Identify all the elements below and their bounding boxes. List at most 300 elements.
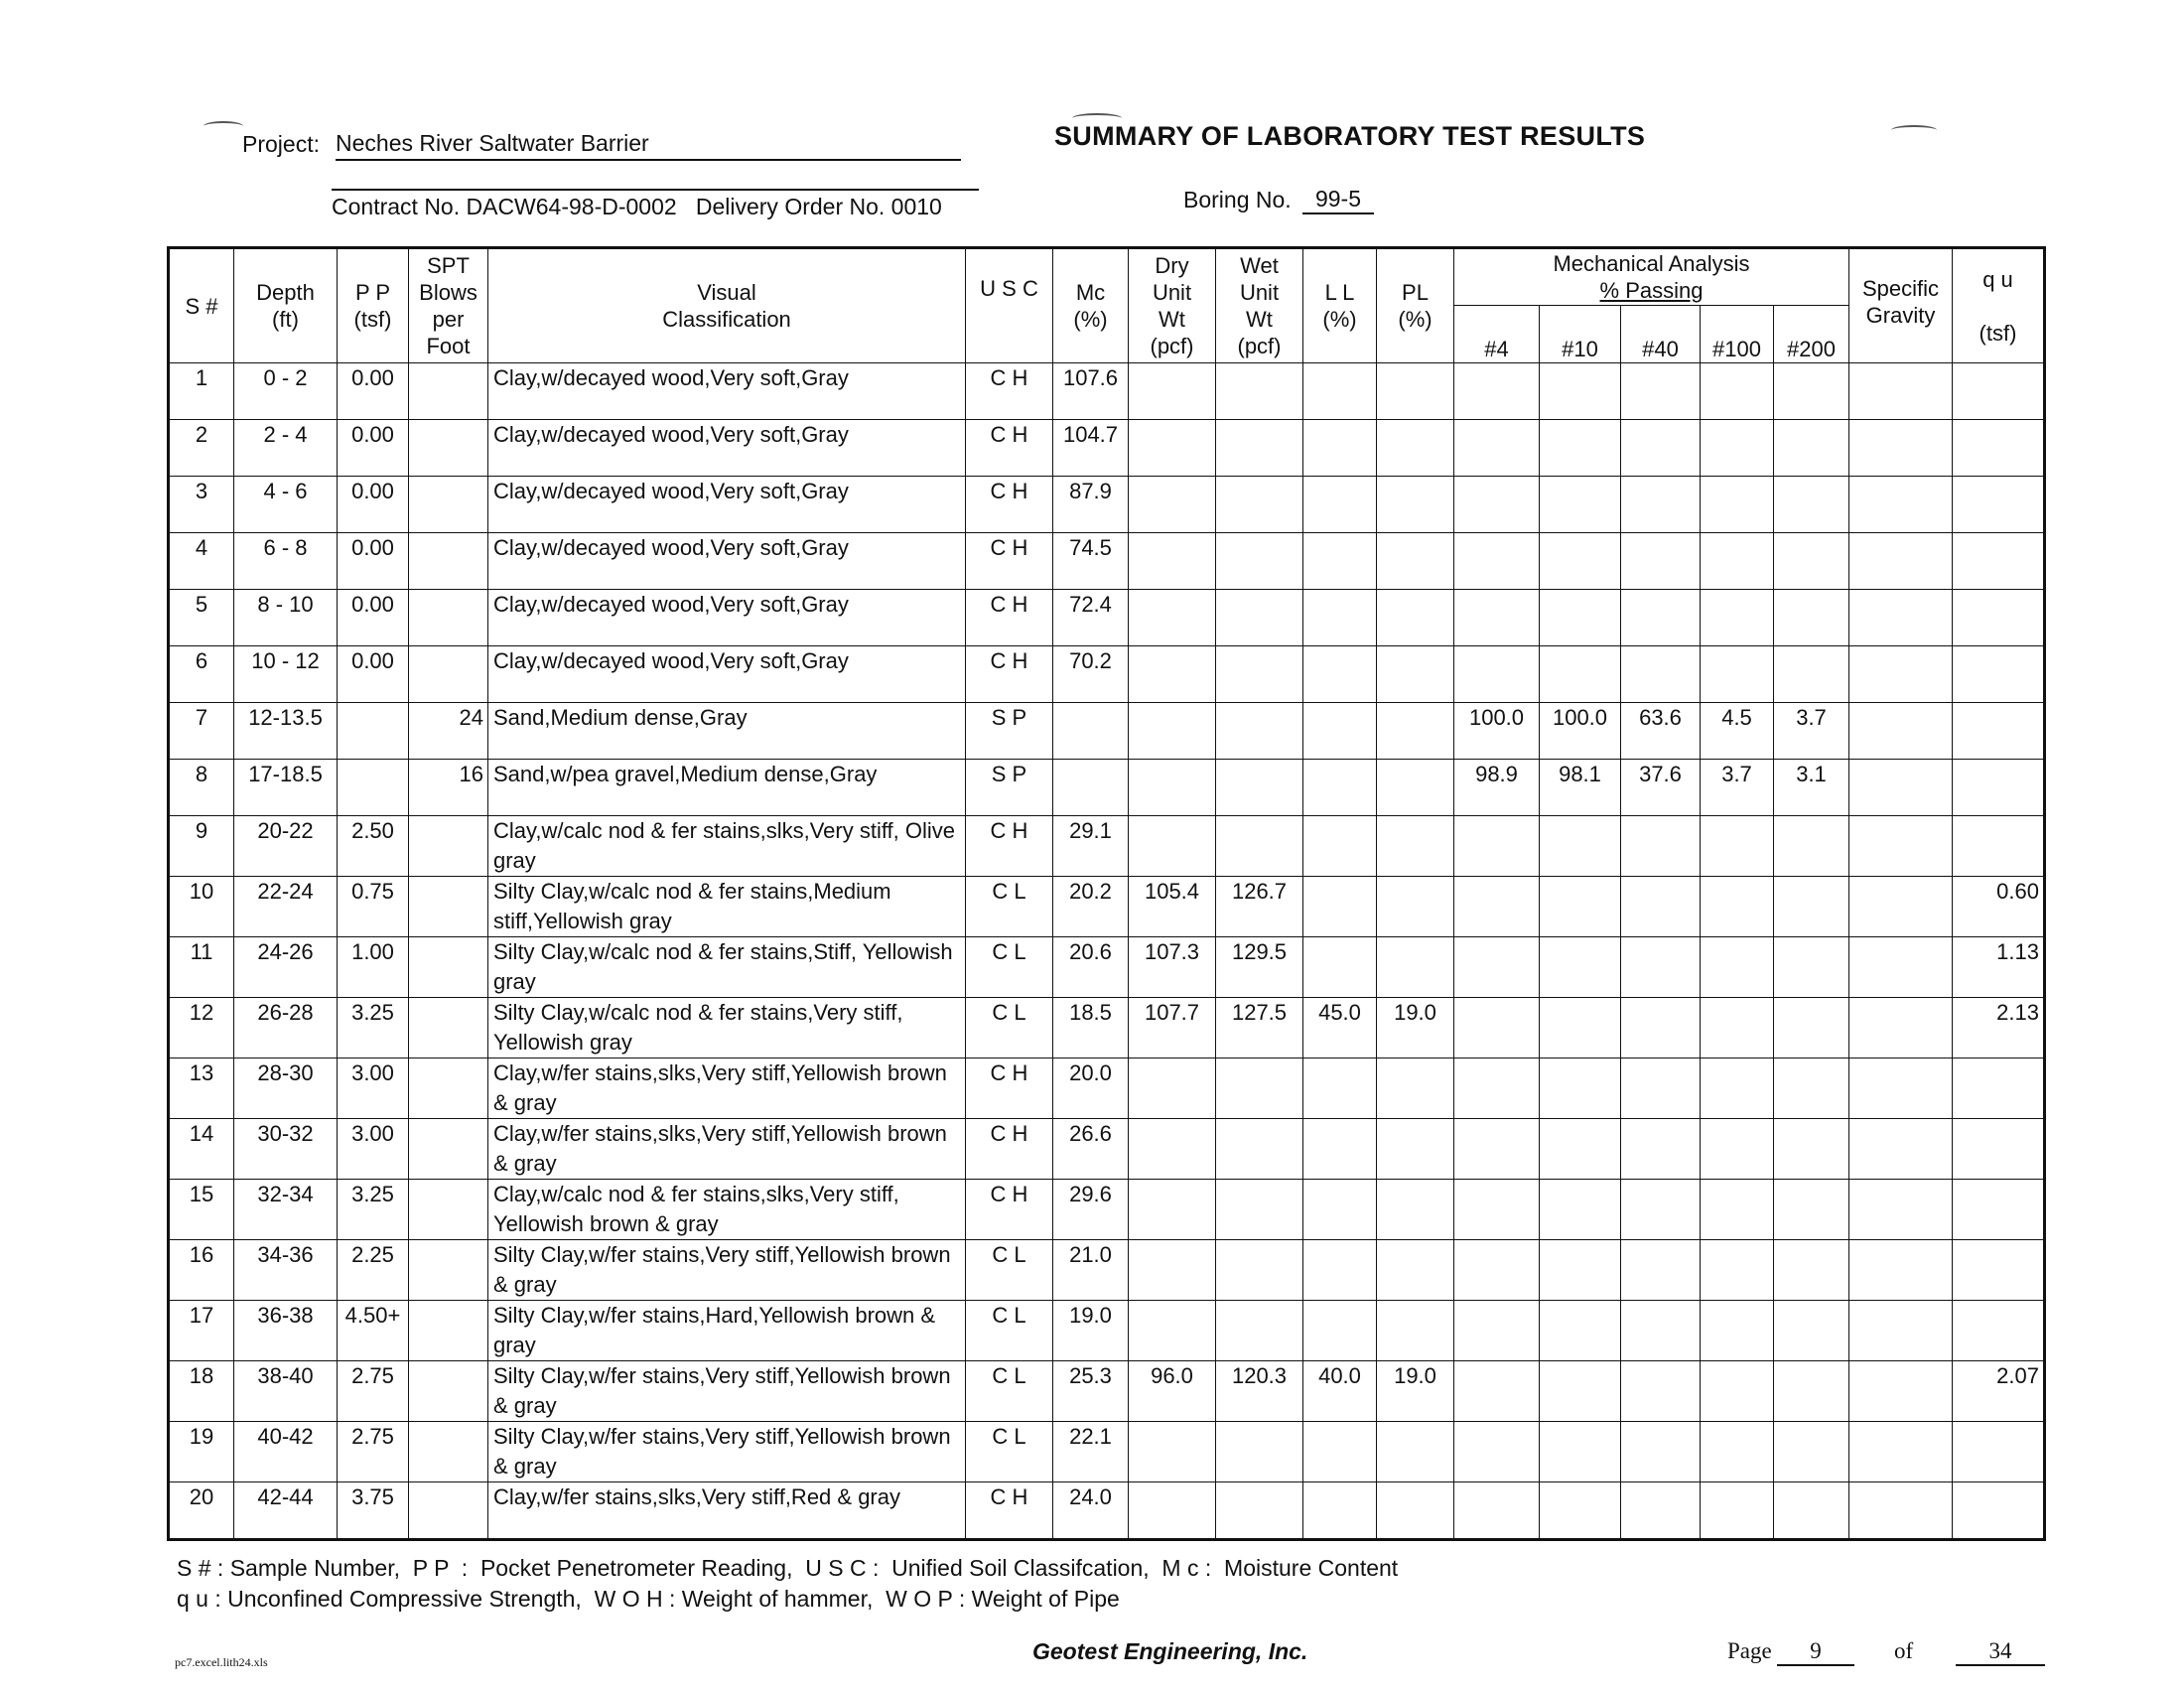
col-sieve-40: #40: [1621, 306, 1701, 363]
cell-sieve-40: [1621, 420, 1701, 477]
cell-qu: [1953, 1301, 2045, 1361]
cell-sieve-40: 37.6: [1621, 760, 1701, 816]
cell-pl: [1377, 477, 1454, 533]
cell-dry-unit-wt: [1129, 1180, 1216, 1240]
cell-depth: 36-38: [234, 1301, 338, 1361]
cell-dry-unit-wt: [1129, 1482, 1216, 1540]
cell-sieve-200: [1774, 477, 1849, 533]
cell-dry-unit-wt: 107.3: [1129, 937, 1216, 998]
cell-sample-number: 4: [169, 533, 234, 590]
cell-ll: [1303, 760, 1377, 816]
cell-sieve-40: [1621, 1301, 1701, 1361]
cell-depth: 42-44: [234, 1482, 338, 1540]
cell-visual-classification: Silty Clay,w/calc nod & fer stains,Medium stiff,Yellowish gray: [488, 877, 966, 937]
cell-qu: [1953, 816, 2045, 877]
cell-sieve-100: 4.5: [1701, 703, 1774, 760]
cell-depth: 4 - 6: [234, 477, 338, 533]
cell-visual-classification: Silty Clay,w/fer stains,Very stiff,Yellowish brown & gray: [488, 1422, 966, 1482]
cell-sieve-200: [1774, 420, 1849, 477]
cell-visual-classification: Silty Clay,w/calc nod & fer stains,Stiff, Yellowish gray: [488, 937, 966, 998]
cell-dry-unit-wt: 96.0: [1129, 1361, 1216, 1422]
cell-sieve-200: [1774, 1240, 1849, 1301]
cell-mc: 20.2: [1053, 877, 1129, 937]
cell-visual-classification: Sand,w/pea gravel,Medium dense,Gray: [488, 760, 966, 816]
cell-sieve-4: [1454, 1422, 1540, 1482]
cell-mc: [1053, 760, 1129, 816]
cell-sieve-100: [1701, 590, 1774, 646]
cell-spt: [409, 1240, 488, 1301]
col-specific-gravity: Specific Gravity: [1849, 248, 1953, 363]
cell-usc: C H: [966, 533, 1053, 590]
cell-qu: [1953, 760, 2045, 816]
cell-specific-gravity: [1849, 1422, 1953, 1482]
cell-depth: 26-28: [234, 998, 338, 1058]
cell-sieve-200: [1774, 363, 1849, 420]
cell-sieve-4: [1454, 590, 1540, 646]
cell-wet-unit-wt: [1216, 1180, 1303, 1240]
cell-sieve-200: [1774, 1301, 1849, 1361]
cell-sieve-4: [1454, 1240, 1540, 1301]
cell-mc: 72.4: [1053, 590, 1129, 646]
cell-usc: C H: [966, 1482, 1053, 1540]
cell-sieve-4: [1454, 363, 1540, 420]
cell-sieve-100: [1701, 1119, 1774, 1180]
cell-pl: [1377, 937, 1454, 998]
cell-pp: 3.25: [338, 998, 409, 1058]
cell-spt: [409, 877, 488, 937]
cell-sieve-200: [1774, 1422, 1849, 1482]
cell-pl: [1377, 760, 1454, 816]
cell-pp: [338, 760, 409, 816]
table-row: [169, 1301, 2045, 1361]
cell-sieve-10: [1540, 1058, 1621, 1119]
cell-sieve-40: 63.6: [1621, 703, 1701, 760]
cell-sieve-100: [1701, 1482, 1774, 1540]
cell-sieve-4: [1454, 998, 1540, 1058]
cell-sieve-100: 3.7: [1701, 760, 1774, 816]
boring-number: 99-5: [1302, 186, 1374, 214]
table-row: [169, 363, 2045, 420]
cell-wet-unit-wt: [1216, 1119, 1303, 1180]
cell-sieve-10: [1540, 420, 1621, 477]
cell-ll: [1303, 1482, 1377, 1540]
col-sieve-200: #200: [1774, 306, 1849, 363]
cell-sieve-40: [1621, 533, 1701, 590]
cell-ll: [1303, 1180, 1377, 1240]
cell-usc: S P: [966, 760, 1053, 816]
table-row: [169, 1361, 2045, 1422]
cell-pp: 1.00: [338, 937, 409, 998]
cell-mc: 19.0: [1053, 1301, 1129, 1361]
cell-wet-unit-wt: 129.5: [1216, 937, 1303, 998]
cell-sieve-100: [1701, 1361, 1774, 1422]
cell-spt: [409, 590, 488, 646]
cell-pp: 2.75: [338, 1361, 409, 1422]
cell-sieve-10: [1540, 590, 1621, 646]
cell-dry-unit-wt: [1129, 363, 1216, 420]
cell-sieve-200: [1774, 590, 1849, 646]
cell-pl: [1377, 1119, 1454, 1180]
cell-pp: 0.00: [338, 363, 409, 420]
cell-wet-unit-wt: [1216, 420, 1303, 477]
of-label: of: [1894, 1638, 1914, 1663]
cell-ll: 45.0: [1303, 998, 1377, 1058]
table-row: [169, 877, 2045, 937]
cell-specific-gravity: [1849, 1301, 1953, 1361]
col-mc: Mc (%): [1053, 248, 1129, 363]
cell-sieve-4: [1454, 1058, 1540, 1119]
cell-qu: [1953, 363, 2045, 420]
cell-sieve-10: [1540, 363, 1621, 420]
col-visual-classification: Visual Classification: [488, 248, 966, 363]
cell-pp: 0.00: [338, 646, 409, 703]
cell-dry-unit-wt: [1129, 477, 1216, 533]
cell-wet-unit-wt: [1216, 646, 1303, 703]
cell-sieve-4: [1454, 1180, 1540, 1240]
cell-ll: [1303, 590, 1377, 646]
cell-spt: [409, 937, 488, 998]
cell-specific-gravity: [1849, 646, 1953, 703]
cell-sieve-10: [1540, 816, 1621, 877]
cell-qu: [1953, 477, 2045, 533]
cell-sieve-40: [1621, 1240, 1701, 1301]
cell-qu: [1953, 703, 2045, 760]
cell-specific-gravity: [1849, 1058, 1953, 1119]
cell-sieve-10: [1540, 937, 1621, 998]
cell-qu: [1953, 1240, 2045, 1301]
cell-sieve-40: [1621, 1058, 1701, 1119]
cell-dry-unit-wt: [1129, 1240, 1216, 1301]
cell-spt: [409, 477, 488, 533]
cell-visual-classification: Clay,w/fer stains,slks,Very stiff,Yellowish brown & gray: [488, 1058, 966, 1119]
cell-sieve-4: [1454, 1361, 1540, 1422]
cell-dry-unit-wt: [1129, 816, 1216, 877]
cell-spt: [409, 1422, 488, 1482]
cell-depth: 8 - 10: [234, 590, 338, 646]
cell-sample-number: 2: [169, 420, 234, 477]
cell-ll: [1303, 646, 1377, 703]
cell-depth: 30-32: [234, 1119, 338, 1180]
cell-sieve-4: [1454, 937, 1540, 998]
cell-visual-classification: Clay,w/fer stains,slks,Very stiff,Red & gray: [488, 1482, 966, 1540]
cell-sample-number: 15: [169, 1180, 234, 1240]
cell-sieve-40: [1621, 1119, 1701, 1180]
cell-sieve-200: [1774, 937, 1849, 998]
cell-pl: 19.0: [1377, 998, 1454, 1058]
cell-mc: 29.6: [1053, 1180, 1129, 1240]
cell-sample-number: 14: [169, 1119, 234, 1180]
cell-sieve-10: [1540, 533, 1621, 590]
cell-qu: [1953, 420, 2045, 477]
page-number: 9: [1777, 1638, 1854, 1666]
cell-sieve-10: [1540, 998, 1621, 1058]
cell-spt: [409, 816, 488, 877]
cell-pl: [1377, 877, 1454, 937]
cell-sample-number: 10: [169, 877, 234, 937]
cell-depth: 6 - 8: [234, 533, 338, 590]
cell-usc: C H: [966, 1119, 1053, 1180]
cell-wet-unit-wt: [1216, 1240, 1303, 1301]
cell-ll: [1303, 1119, 1377, 1180]
col-sieve-4: #4: [1454, 306, 1540, 363]
cell-usc: C L: [966, 1240, 1053, 1301]
cell-sieve-10: [1540, 477, 1621, 533]
cell-specific-gravity: [1849, 877, 1953, 937]
cell-pp: 0.00: [338, 477, 409, 533]
table-row: [169, 1482, 2045, 1540]
cell-mc: 22.1: [1053, 1422, 1129, 1482]
col-sample-number: S #: [169, 248, 234, 363]
cell-qu: 2.07: [1953, 1361, 2045, 1422]
cell-sample-number: 6: [169, 646, 234, 703]
cell-sieve-4: 100.0: [1454, 703, 1540, 760]
cell-mc: 21.0: [1053, 1240, 1129, 1301]
cell-sample-number: 7: [169, 703, 234, 760]
cell-spt: [409, 1301, 488, 1361]
cell-wet-unit-wt: [1216, 477, 1303, 533]
cell-sieve-4: [1454, 816, 1540, 877]
cell-visual-classification: Clay,w/decayed wood,Very soft,Gray: [488, 590, 966, 646]
cell-visual-classification: Silty Clay,w/fer stains,Hard,Yellowish brown & gray: [488, 1301, 966, 1361]
table-row: [169, 646, 2045, 703]
cell-pp: 3.00: [338, 1119, 409, 1180]
cell-depth: 10 - 12: [234, 646, 338, 703]
table-row: [169, 1422, 2045, 1482]
cell-sieve-4: [1454, 877, 1540, 937]
cell-depth: 38-40: [234, 1361, 338, 1422]
cell-sieve-40: [1621, 1482, 1701, 1540]
cell-sample-number: 12: [169, 998, 234, 1058]
cell-depth: 0 - 2: [234, 363, 338, 420]
cell-sieve-4: [1454, 477, 1540, 533]
col-usc: U S C: [966, 248, 1053, 363]
cell-pl: [1377, 1482, 1454, 1540]
cell-pp: 4.50+: [338, 1301, 409, 1361]
cell-sieve-4: [1454, 533, 1540, 590]
cell-sieve-10: [1540, 1301, 1621, 1361]
table-row: [169, 1119, 2045, 1180]
cell-ll: [1303, 1301, 1377, 1361]
cell-mc: 29.1: [1053, 816, 1129, 877]
cell-wet-unit-wt: 127.5: [1216, 998, 1303, 1058]
cell-usc: C H: [966, 420, 1053, 477]
cell-qu: [1953, 1058, 2045, 1119]
cell-depth: 40-42: [234, 1422, 338, 1482]
cell-visual-classification: Clay,w/decayed wood,Very soft,Gray: [488, 646, 966, 703]
cell-wet-unit-wt: [1216, 1482, 1303, 1540]
cell-pp: 3.00: [338, 1058, 409, 1119]
cell-qu: [1953, 533, 2045, 590]
contract-line: Contract No. DACW64-98-D-0002 Delivery Order No. 0010: [332, 189, 979, 220]
cell-sieve-200: [1774, 1180, 1849, 1240]
cell-sieve-10: [1540, 1422, 1621, 1482]
cell-qu: 1.13: [1953, 937, 2045, 998]
cell-dry-unit-wt: 107.7: [1129, 998, 1216, 1058]
cell-sieve-10: [1540, 1240, 1621, 1301]
cell-pp: 0.00: [338, 533, 409, 590]
cell-sieve-10: [1540, 646, 1621, 703]
cell-sieve-200: [1774, 1119, 1849, 1180]
cell-sieve-40: [1621, 937, 1701, 998]
cell-sample-number: 5: [169, 590, 234, 646]
cell-pl: [1377, 703, 1454, 760]
col-qu: q u (tsf): [1953, 248, 2045, 363]
cell-pp: [338, 703, 409, 760]
cell-pl: [1377, 1301, 1454, 1361]
cell-ll: [1303, 1240, 1377, 1301]
cell-visual-classification: Clay,w/decayed wood,Very soft,Gray: [488, 363, 966, 420]
cell-sieve-40: [1621, 1422, 1701, 1482]
cell-usc: C L: [966, 877, 1053, 937]
col-dry-unit-wt: Dry Unit Wt (pcf): [1129, 248, 1216, 363]
cell-pl: [1377, 646, 1454, 703]
cell-spt: [409, 363, 488, 420]
cell-spt: [409, 998, 488, 1058]
cell-specific-gravity: [1849, 1240, 1953, 1301]
cell-sieve-4: [1454, 1119, 1540, 1180]
company-name: Geotest Engineering, Inc.: [1032, 1638, 1308, 1664]
cell-visual-classification: Silty Clay,w/fer stains,Very stiff,Yellowish brown & gray: [488, 1361, 966, 1422]
cell-mc: 24.0: [1053, 1482, 1129, 1540]
cell-sieve-10: [1540, 1180, 1621, 1240]
cell-specific-gravity: [1849, 590, 1953, 646]
cell-sieve-100: [1701, 937, 1774, 998]
cell-specific-gravity: [1849, 420, 1953, 477]
table-row: [169, 477, 2045, 533]
cell-usc: C H: [966, 363, 1053, 420]
cell-ll: [1303, 816, 1377, 877]
cell-mc: 25.3: [1053, 1361, 1129, 1422]
cell-wet-unit-wt: [1216, 1422, 1303, 1482]
cell-dry-unit-wt: [1129, 590, 1216, 646]
cell-sieve-200: [1774, 816, 1849, 877]
cell-ll: [1303, 937, 1377, 998]
cell-qu: [1953, 1422, 2045, 1482]
legend-line-2: q u : Unconfined Compressive Strength, W O H : Weight of hammer, W O P : Weight of Pipe: [177, 1586, 1120, 1612]
cell-dry-unit-wt: [1129, 760, 1216, 816]
cell-sample-number: 18: [169, 1361, 234, 1422]
cell-sample-number: 9: [169, 816, 234, 877]
cell-usc: C L: [966, 1361, 1053, 1422]
cell-dry-unit-wt: [1129, 646, 1216, 703]
cell-depth: 24-26: [234, 937, 338, 998]
cell-pl: 19.0: [1377, 1361, 1454, 1422]
cell-ll: [1303, 1422, 1377, 1482]
cell-dry-unit-wt: 105.4: [1129, 877, 1216, 937]
scan-mark-left: [204, 121, 243, 131]
cell-ll: [1303, 703, 1377, 760]
cell-mc: 20.6: [1053, 937, 1129, 998]
table-row: [169, 1240, 2045, 1301]
cell-usc: C H: [966, 477, 1053, 533]
table-row: [169, 590, 2045, 646]
cell-sieve-10: [1540, 877, 1621, 937]
cell-sample-number: 19: [169, 1422, 234, 1482]
cell-qu: [1953, 1482, 2045, 1540]
cell-mc: 20.0: [1053, 1058, 1129, 1119]
cell-usc: C H: [966, 590, 1053, 646]
cell-usc: S P: [966, 703, 1053, 760]
cell-specific-gravity: [1849, 533, 1953, 590]
table-row: [169, 703, 2045, 760]
cell-sieve-100: [1701, 1180, 1774, 1240]
table-body: [169, 363, 2045, 1540]
cell-qu: [1953, 646, 2045, 703]
cell-wet-unit-wt: [1216, 590, 1303, 646]
cell-ll: [1303, 877, 1377, 937]
table-row: [169, 937, 2045, 998]
cell-dry-unit-wt: [1129, 420, 1216, 477]
project-name: Neches River Saltwater Barrier: [336, 130, 961, 161]
cell-qu: [1953, 590, 2045, 646]
cell-sieve-10: 100.0: [1540, 703, 1621, 760]
col-pp: P P (tsf): [338, 248, 409, 363]
legend-line-1: S # : Sample Number, P P : Pocket Penetrometer Reading, U S C : Unified Soil Classifcation, M c : Moisture Content: [177, 1555, 1399, 1581]
cell-sieve-100: [1701, 1058, 1774, 1119]
cell-specific-gravity: [1849, 1119, 1953, 1180]
page-label: Page: [1727, 1638, 1772, 1663]
cell-sample-number: 3: [169, 477, 234, 533]
cell-visual-classification: Clay,w/decayed wood,Very soft,Gray: [488, 420, 966, 477]
cell-visual-classification: Sand,Medium dense,Gray: [488, 703, 966, 760]
cell-wet-unit-wt: [1216, 1301, 1303, 1361]
cell-sieve-100: [1701, 1301, 1774, 1361]
cell-pp: 0.75: [338, 877, 409, 937]
col-sieve-10: #10: [1540, 306, 1621, 363]
cell-specific-gravity: [1849, 1361, 1953, 1422]
cell-usc: C L: [966, 937, 1053, 998]
col-mechanical-analysis: Mechanical Analysis % Passing: [1454, 248, 1849, 306]
cell-pp: 3.75: [338, 1482, 409, 1540]
page-title: SUMMARY OF LABORATORY TEST RESULTS: [1054, 121, 1646, 151]
cell-sieve-4: [1454, 420, 1540, 477]
cell-pl: [1377, 1058, 1454, 1119]
cell-sieve-40: [1621, 646, 1701, 703]
cell-mc: 107.6: [1053, 363, 1129, 420]
cell-qu: 2.13: [1953, 998, 2045, 1058]
cell-sieve-40: [1621, 590, 1701, 646]
cell-ll: [1303, 533, 1377, 590]
cell-pl: [1377, 1240, 1454, 1301]
cell-sample-number: 8: [169, 760, 234, 816]
cell-dry-unit-wt: [1129, 533, 1216, 590]
cell-usc: C L: [966, 1422, 1053, 1482]
cell-qu: 0.60: [1953, 877, 2045, 937]
cell-pp: 2.75: [338, 1422, 409, 1482]
cell-sieve-200: [1774, 533, 1849, 590]
cell-usc: C L: [966, 1301, 1053, 1361]
file-name: pc7.excel.lith24.xls: [175, 1655, 268, 1669]
cell-spt: [409, 1058, 488, 1119]
col-sieve-100: #100: [1701, 306, 1774, 363]
cell-spt: 16: [409, 760, 488, 816]
cell-mc: 70.2: [1053, 646, 1129, 703]
cell-pp: 3.25: [338, 1180, 409, 1240]
cell-sieve-100: [1701, 420, 1774, 477]
project-label: Project:: [242, 131, 320, 157]
cell-mc: [1053, 703, 1129, 760]
cell-depth: 28-30: [234, 1058, 338, 1119]
cell-depth: 34-36: [234, 1240, 338, 1301]
cell-usc: C H: [966, 1180, 1053, 1240]
cell-specific-gravity: [1849, 998, 1953, 1058]
cell-sieve-200: [1774, 646, 1849, 703]
cell-mc: 26.6: [1053, 1119, 1129, 1180]
cell-wet-unit-wt: [1216, 533, 1303, 590]
cell-sieve-200: [1774, 1361, 1849, 1422]
cell-sieve-10: [1540, 1361, 1621, 1422]
cell-sample-number: 1: [169, 363, 234, 420]
